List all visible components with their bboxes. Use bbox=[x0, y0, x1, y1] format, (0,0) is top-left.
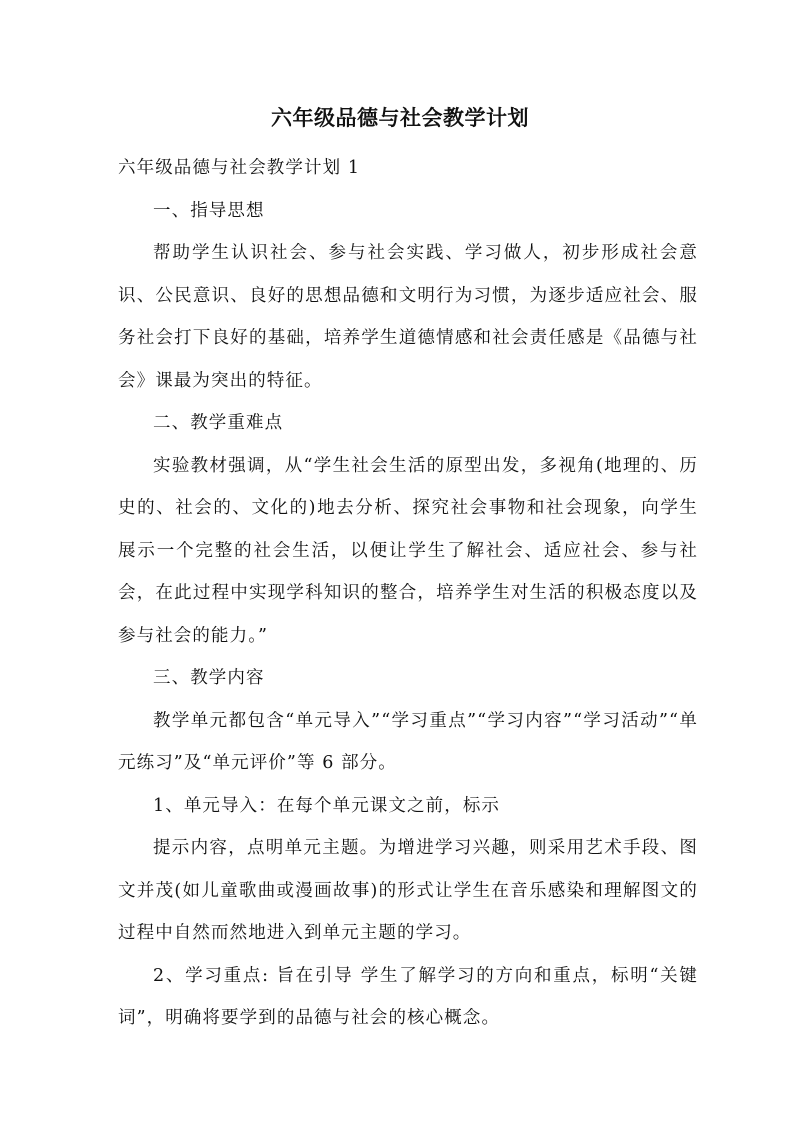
document-title: 六年级品德与社会教学计划 bbox=[271, 105, 529, 130]
paragraph-guiding-thought: 帮助学生认识社会、参与社会实践、学习做人，初步形成社会意识、公民意识、良好的思想品德和文明行为习惯，为逐步适应社会、服务社会打下良好的基础，培养学生道德情感和社会责任感是《品德与社会》课最为突出的特征。 bbox=[118, 243, 698, 391]
paragraph-teaching-content: 教学单元都包含“单元导入”“学习重点”“学习内容”“学习活动”“单元练习”及“单元评价”等 6 部分。 bbox=[118, 710, 698, 773]
section-heading-key-points: 二、教学重难点 bbox=[153, 413, 284, 433]
list-item-learning-focus: 2、学习重点: 旨在引导 学生了解学习的方向和重点，标明“关键词”，明确将要学到的品德与社会的核心概念。 bbox=[118, 965, 698, 1028]
section-heading-teaching-content: 三、教学内容 bbox=[153, 668, 265, 688]
paragraph-key-points: 实验教材强调，从“学生社会生活的原型出发，多视角(地理的、历史的、社会的、文化的)地去分析、探究社会事物和社会现象，向学生展示一个完整的社会生活，以便让学生了解社会、适应社会、参与社会，在此过程中实现学科知识的整合，培养学生对生活的积极态度以及参与社会的能力。” bbox=[118, 455, 698, 646]
document-body bbox=[118, 147, 698, 1040]
section-heading-guiding-thought: 一、指导思想 bbox=[153, 200, 265, 221]
document-subtitle: 六年级品德与社会教学计划 1 bbox=[118, 158, 361, 178]
list-item-unit-intro: 1、单元导入：在每个单元课文之前，标示 bbox=[153, 795, 501, 816]
paragraph-unit-intro: 提示内容，点明单元主题。为增进学习兴趣，则采用艺术手段、图文并茂(如儿童歌曲或漫画故事)的形式让学生在音乐感染和理解图文的过程中自然而然地进入到单元主题的学习。 bbox=[118, 838, 698, 943]
